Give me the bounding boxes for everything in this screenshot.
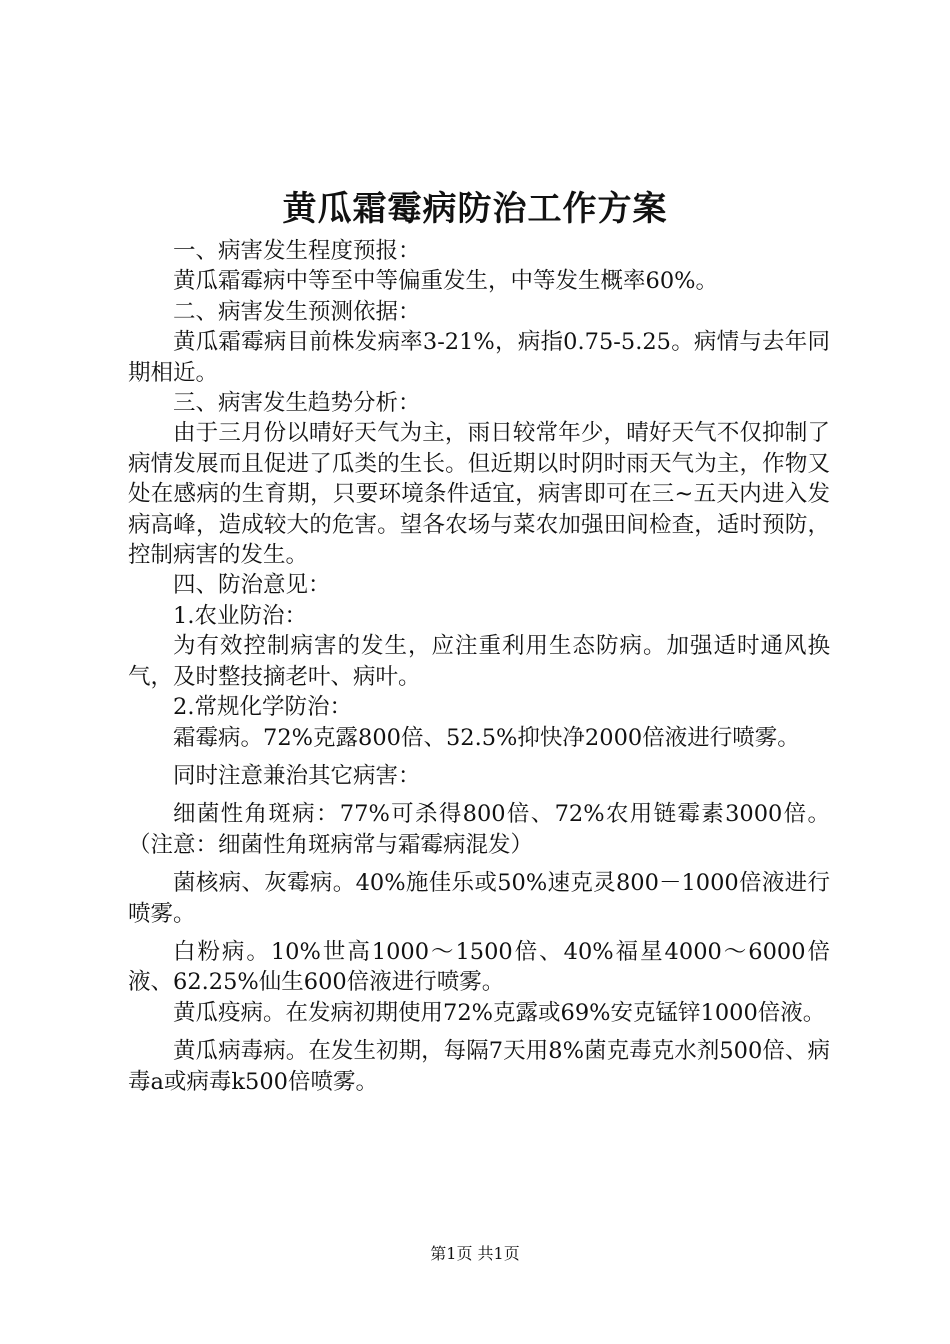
paragraph-forecast: 黄瓜霜霉病中等至中等偏重发生，中等发生概率60%。: [173, 268, 719, 295]
paragraph-sclerotinia: 菌核病、灰霉病。40%施佳乐或50%速克灵800－1000倍液进行喷雾。: [128, 870, 830, 927]
document-title: 黄瓜霜霉病防治工作方案: [282, 189, 668, 229]
subheading-agricultural: 1.农业防治：: [173, 602, 307, 629]
document-body: [128, 236, 830, 1097]
section-heading-advice: 四、防治意见：: [173, 572, 331, 599]
paragraph-powdery-mildew: 白粉病。10%世高1000～1500倍、40%福星4000～6000倍液、62.25%仙生600倍液进行喷雾。: [128, 938, 830, 996]
subheading-chemical: 2.常规化学防治：: [173, 694, 352, 721]
paragraph-agricultural: 为有效控制病害的发生，应注重利用生态防病。加强适时通风换气，及时整技摘老叶、病叶。: [128, 633, 830, 690]
paragraph-trend: 由于三月份以晴好天气为主，雨日较常年少，晴好天气不仅抑制了病情发展而且促进了瓜类的生长。但近期以时阴时雨天气为主，作物又处在感病的生育期，只要环境条件适宜，病害即可在三~五天内进入发病高峰，造成较大的危害。望各农场与菜农加强田间检查，适时预防，控制病害的发生。: [128, 420, 830, 569]
section-heading-trend: 三、病害发生趋势分析：: [173, 390, 421, 417]
paragraph-virus: 黄瓜病毒病。在发生初期，每隔7天用8%菌克毒克水剂500倍、病毒a或病毒k500倍喷雾。: [128, 1038, 830, 1095]
page-footer: 第1页 共1页: [430, 1244, 520, 1263]
paragraph-basis: 黄瓜霜霉病目前株发病率3-21%，病指0.75-5.25。病情与去年同期相近。: [128, 329, 830, 386]
paragraph-other-diseases: 同时注意兼治其它病害：: [173, 762, 421, 789]
section-heading-basis: 二、病害发生预测依据：: [173, 298, 421, 325]
paragraph-downy-mildew: 霜霉病。72%克露800倍、52.5%抑快净2000倍液进行喷雾。: [173, 724, 800, 751]
paragraph-phytophthora: 黄瓜疫病。在发病初期使用72%克露或69%安克锰锌1000倍液。: [173, 999, 826, 1026]
section-heading-forecast: 一、病害发生程度预报：: [173, 238, 421, 264]
paragraph-angular-leaf-spot: 细菌性角斑病：77%可杀得800倍、72%农用链霉素3000倍。（注意：细菌性角斑病常与霜霉病混发）: [128, 801, 830, 858]
